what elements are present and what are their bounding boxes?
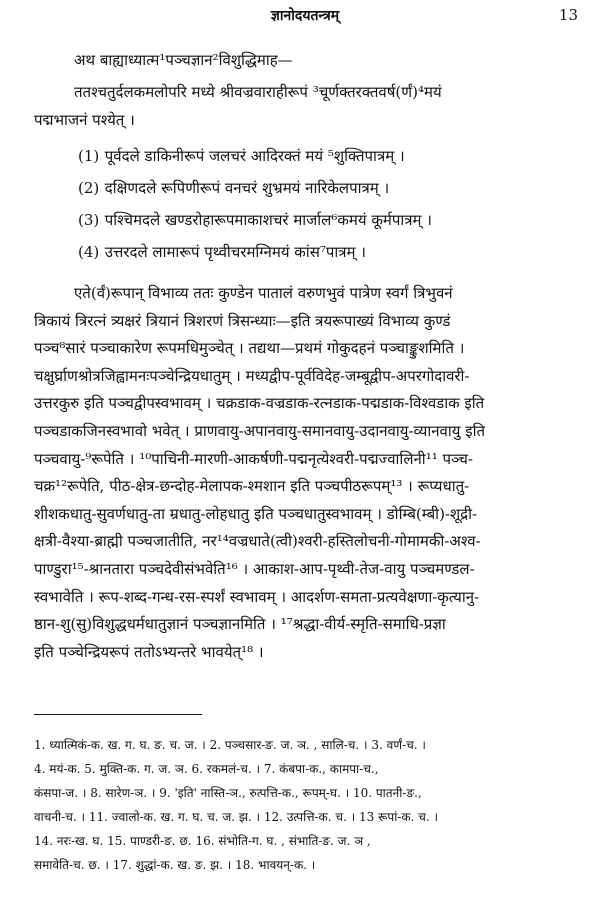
paragraph-2-line: शीशकधातु-सुवर्णधातु-ता म्रधातु-लोहधातु इति पञ्चधातुस्वभावम् । डोम्बि(म्बी)-शूद्री- bbox=[34, 504, 478, 523]
list-item bbox=[78, 210, 574, 230]
page-header bbox=[0, 4, 600, 26]
list-item-text: पूर्वदले डाकिनीरूपं जलचरं आदिरक्तं मयं ⁵शुक्तिपात्रम् । bbox=[104, 147, 405, 165]
page-number: 13 bbox=[558, 6, 578, 24]
paragraph-2-line: चक्षुर्घ्राणश्रोत्रजिह्वामनःपञ्चेन्द्रियधातुम् । मध्यद्वीप-पूर्वविदेह-जम्बूद्वीप-अपरगोदावरी- bbox=[34, 366, 470, 385]
paragraph-2-line: पञ्चवायु-⁹रूपेति । ¹⁰पाचिनी-मारणी-आकर्षणी-पद्मनृत्येश्वरी-पद्मज्वालिनी¹¹ पञ्च- bbox=[34, 449, 473, 468]
paragraph-2-line: ष्ठान-शु(सु)विशुद्धधर्मधातुज्ञानं पञ्चज्ञानमिति । ¹⁷श्रद्धा-वीर्य-स्मृति-समाधि-प्रज्ञा bbox=[34, 615, 446, 634]
footnote-line: 14. नरः-ख. घ. 15. पाण्डरी-ङ. छ. 16. संभोति-ग. घ. , संभाति-ङ. ज. ञ , bbox=[34, 834, 371, 848]
footnote-divider bbox=[34, 714, 202, 715]
intro-line: अथ बाह्याध्यात्म¹पञ्चज्ञान²विशुद्धिमाह— bbox=[74, 51, 293, 69]
footnote-line: वाचनी-च. । 11. ज्वालो-क. ख. ग. घ. च. ज. झ. । 12. उत्पत्ति-क. च. । 13 रूपां-क. च. । bbox=[34, 810, 439, 824]
footnote-line: कंसपा-ज. । 8. सारेण-ञ. । 9. 'इति' नास्ति-ञ., रुत्पत्ति-क., रूपम्-घ. । 10. पातनी-ङ., bbox=[34, 786, 422, 800]
footnote-line: 4. मयं-क. 5. मुक्ति-क. ग. ज. ञ. 6. रकमलं-च. । 7. कंबपा-क., कामपा-च., bbox=[34, 762, 379, 776]
running-title: ज्ञानोदयतन्त्रम् bbox=[270, 8, 340, 24]
list-item-number: (3) bbox=[78, 211, 100, 229]
list-item-text: दक्षिणदले रूपिणीरूपं वनचरं शुभ्रमयं नारिकेलपात्रम् । bbox=[104, 179, 390, 197]
main-text bbox=[34, 50, 574, 666]
paragraph-2-line: इति पञ्चेन्द्रियरूपं ततोऽभ्यन्तरे भावयेत्¹⁸ । bbox=[34, 642, 264, 661]
footnote-line: समावेति-च. छ. । 17. शुद्धां-क. ख. ङ. झ. । 18. भावयन्-क. । bbox=[34, 858, 316, 872]
list-item-text: पश्चिमदले खण्डरोहारूपमाकाशचरं मार्जाल⁶कमयं कूर्मपात्रम् । bbox=[104, 211, 432, 229]
paragraph-1-line-2: पद्मभाजनं पश्येत् । bbox=[34, 111, 135, 129]
list-item-number: (2) bbox=[78, 179, 100, 197]
paragraph-2-line: पाण्डुरा¹⁵-श्रानतारा पञ्चदेवीसंभवेति¹⁶ । आकाश-आप-पृथ्वी-तेज-वायु पञ्चमण्डल- bbox=[34, 559, 475, 578]
list-item-text: उत्तरदले लामारूपं पृथ्वीचरमग्निमयं कांस⁷पात्रम् । bbox=[104, 243, 366, 261]
paragraph-2-line: त्रिकायं त्रिरत्नं त्र्यक्षरं त्रियानं त्रिशरणं त्रिसन्ध्याः—इति त्रयरूपाख्यं विभाव्य कुण्डं bbox=[34, 311, 451, 330]
paragraph-2-line: चक्र¹²रूपेति, पीठ-क्षेत्र-छन्दोह-मेलापक-श्मशान इति पञ्चपीठरूपम्¹³ । रूप्यधातु- bbox=[34, 477, 470, 496]
paragraph-1-line-1: ततश्चतुर्दलकमलोपरि मध्ये श्रीवज्रवाराहीरूपं ³चूर्णक्तरक्तवर्ष(र्णं)⁴मयं bbox=[74, 83, 442, 101]
paragraph-2-line: उत्तरकुरु इति पञ्चद्वीपस्वभावम् । चक्रडाक-वज्रडाक-रत्नडाक-पद्मडाक-विश्वडाक इति bbox=[34, 394, 485, 413]
list-item bbox=[78, 146, 574, 166]
footnote-line: 1. ध्यात्मिकं-क. ख. ग. घ. ङ. च. ज. । 2. पञ्चसार-ङ. ज. ञ. , सालि-च. । 3. वर्णं-च. । bbox=[34, 738, 426, 752]
list-item bbox=[78, 242, 574, 262]
paragraph-2-line: पञ्चडाकजिनस्वभावो भवेत् । प्राणवायु-अपानवायु-समानवायु-उदानवायु-व्यानवायु इति bbox=[34, 421, 486, 440]
list-item bbox=[78, 178, 574, 198]
paragraph-2-line: क्षत्री-वैश्या-ब्राह्मी पञ्चजातीति, नर¹⁴वज्रधाते(त्वी)श्वरी-हस्तिलोचनी-गोमामकी-अश्व- bbox=[34, 532, 481, 551]
list-item-number: (4) bbox=[78, 243, 100, 261]
list-item-number: (1) bbox=[78, 147, 100, 165]
paragraph-2-line: एते(र्वं)रूपान् विभाव्य ततः कुण्डेन पातालं वरुणभुवं पात्रेण स्वर्गं त्रिभुवनं bbox=[74, 284, 453, 302]
paragraph-2-line: स्वभावेति । रूप-शब्द-गन्ध-रस-स्पर्शं स्वभावम् । आदर्शण-समता-प्रत्यवेक्षणा-कृत्यानु- bbox=[34, 587, 480, 606]
footnotes bbox=[34, 733, 578, 877]
paragraph-2-line: पञ्च⁸सारं पञ्चाकारेण रूपमधिमुञ्चेत् । तद्यथा—प्रथमं गोकुदहनं पञ्चाङ्कुशमिति । bbox=[34, 339, 465, 358]
paragraph-2 bbox=[34, 280, 574, 666]
